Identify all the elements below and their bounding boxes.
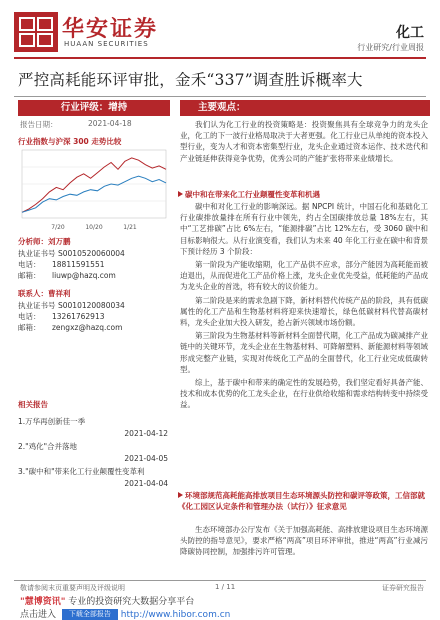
chart-series-line-2 [22, 176, 166, 212]
contact-row: 电话： 18811591551 [18, 260, 105, 269]
analyst-title-1: 分析师：刘万鹏 [18, 237, 71, 246]
chart-series-line-1 [22, 158, 166, 212]
contact-row[interactable]: 邮箱： liuwp@hazq.com [18, 271, 116, 280]
sector-label: 化工 [396, 25, 424, 41]
watermark-brand: "慧博资讯" [20, 597, 66, 607]
list-item[interactable]: 3."碳中和"带来化工行业颠覆性变革利 2021-04-04 [18, 467, 168, 488]
chart-x-tick-label: 1/21 [123, 224, 137, 231]
contact-row: 执业证书号 S0010520060004 [18, 249, 125, 258]
triangle-bullet-icon [178, 191, 183, 197]
disclaimer-note[interactable]: 敬请参阅末页重要声明及评级说明 [20, 584, 125, 592]
download-all-button[interactable]: 下载全部报告 [62, 609, 118, 620]
contact-row: 执业证书号 S0010120080034 [18, 301, 125, 310]
page-number: 1 / 11 [215, 583, 236, 591]
chart-title: 行业指数与沪深 300 走势比较 [18, 137, 122, 146]
section-1-body: 碳中和对化工行业的影响深远。据 NPCPI 统计，中国石化和基础化工行业碳排放量排在所有行业中领先，约占全国碳排放总量 18%左右，其中“工艺排碳”占比 6%左右，“能源排碳”占比 12%左右，受 3060 碳中和目标影响很大。从行业演变看，我们认为未来 40 年化工行业在碳中和背景下预计经历 3 个阶段： 第一阶段为产能收缩期，化工产品供不应求，部分产能因为高耗能而被迫退出，从而促进化工产品价格上涨，龙头企业优先受益，低耗能的产品成为龙头企业的首选，将有较大的议价能力。 第二阶段是来的需求急剧下降，新材料替代传统产品的阶段，具有低碳属性的化工产品和生物基材料将迎来快速增长，绿色低碳材料代替高碳材料，龙头企业加大投入研发，抢占新兴领域市场份额。 第三阶段为生物基材料等新材料全面替代期，化工产品成为碳减排产业链中的关键环节，龙头企业在生物基材料、可降解塑料、新能源材料等领域形成完整产业链，实现对传统化工产品的全面替代，化工行业完成低碳转型。 综上，基于碳中和带来的确定性的发展趋势，我们坚定看好具备产能、技术和成本优势的化工龙头企业，在行业供给收缩和需求结构转变中持续受益。 [180, 202, 428, 410]
page-title: 严控高耗能环评审批，金禾“337”调查胜诉概率大 [18, 71, 363, 89]
brand-name: 华安证券 [62, 16, 159, 42]
intro-paragraph: 我们认为化工行业的投资策略是：投资聚焦具有全球竞争力的龙头企业，化工的下一波行业格局取决于大者更强。化工行业已从单纯的资本投入型行业，变为人才和资本密集型行业，龙头企业通过资本运作、技术迭代和产业链延伸获得竞争优势，优秀公司的产能扩张将带来业绩增长。 [180, 120, 428, 163]
footer-report-type: 证券研究报告 [382, 584, 424, 592]
watermark-line-2 [20, 607, 230, 620]
chart-x-tick-label: 7/20 [51, 224, 65, 231]
header-rule [14, 57, 426, 59]
report-type: 行业研究/行业周报 [357, 43, 424, 52]
index-chart-svg [18, 146, 170, 232]
report-date [18, 118, 170, 130]
analyst-contact-1 [18, 248, 170, 281]
related-reports-title: 相关报告 [18, 400, 48, 409]
footer-rule [14, 580, 426, 581]
report-date-label: 报告日期： [20, 120, 58, 129]
report-date-value: 2021-04-18 [88, 119, 132, 128]
seal-icon [14, 12, 58, 52]
analyst-title-2: 联系人：曹祥利 [18, 289, 71, 298]
brand-logo [14, 12, 58, 52]
subheading-1: 碳中和在带来化工行业颠覆性变革和机遇 [178, 189, 320, 200]
list-item[interactable]: 1.万华再创新佳一季 2021-04-12 [18, 417, 168, 438]
watermark-line-1 [20, 594, 194, 607]
index-chart [18, 146, 170, 232]
industry-rating: 行业评级：增持 [18, 100, 170, 116]
contact-row: 电话： 13261762913 [18, 312, 105, 321]
list-item[interactable]: 2."鸡化"合并落地 2021-04-05 [18, 442, 168, 463]
subheading-2: 环境部规范高耗能高排放项目生态环境源头防控和碳评等政策，工信部就《化工园区认定条件和管理办法（试行）》征求意见 [178, 491, 425, 512]
brand-name-en: HUAAN SECURITIES [64, 40, 149, 48]
watermark-tagline: 专业的投资研究大数据分享平台 [68, 597, 195, 607]
section-2-body: 生态环境部办公厅发布《关于加强高耗能、高排放建设项目生态环境源头防控的指导意见》，要求严格“两高”项目环评审批，推进“两高”行业减污降碳协同控制，加强排污许可管理。 [180, 525, 428, 557]
chart-x-tick-label: 10/20 [85, 224, 103, 231]
triangle-bullet-icon [178, 492, 183, 498]
contact-row[interactable]: 邮箱： zengxz@hazq.com [18, 323, 123, 332]
watermark-url[interactable]: http://www.hibor.com.cn [120, 610, 231, 620]
related-reports [18, 416, 168, 491]
main-points-header: 主要观点： [180, 100, 430, 116]
analyst-contact-2 [18, 300, 170, 333]
title-rule [14, 96, 426, 97]
watermark-enter: 点击进入 [20, 610, 57, 620]
